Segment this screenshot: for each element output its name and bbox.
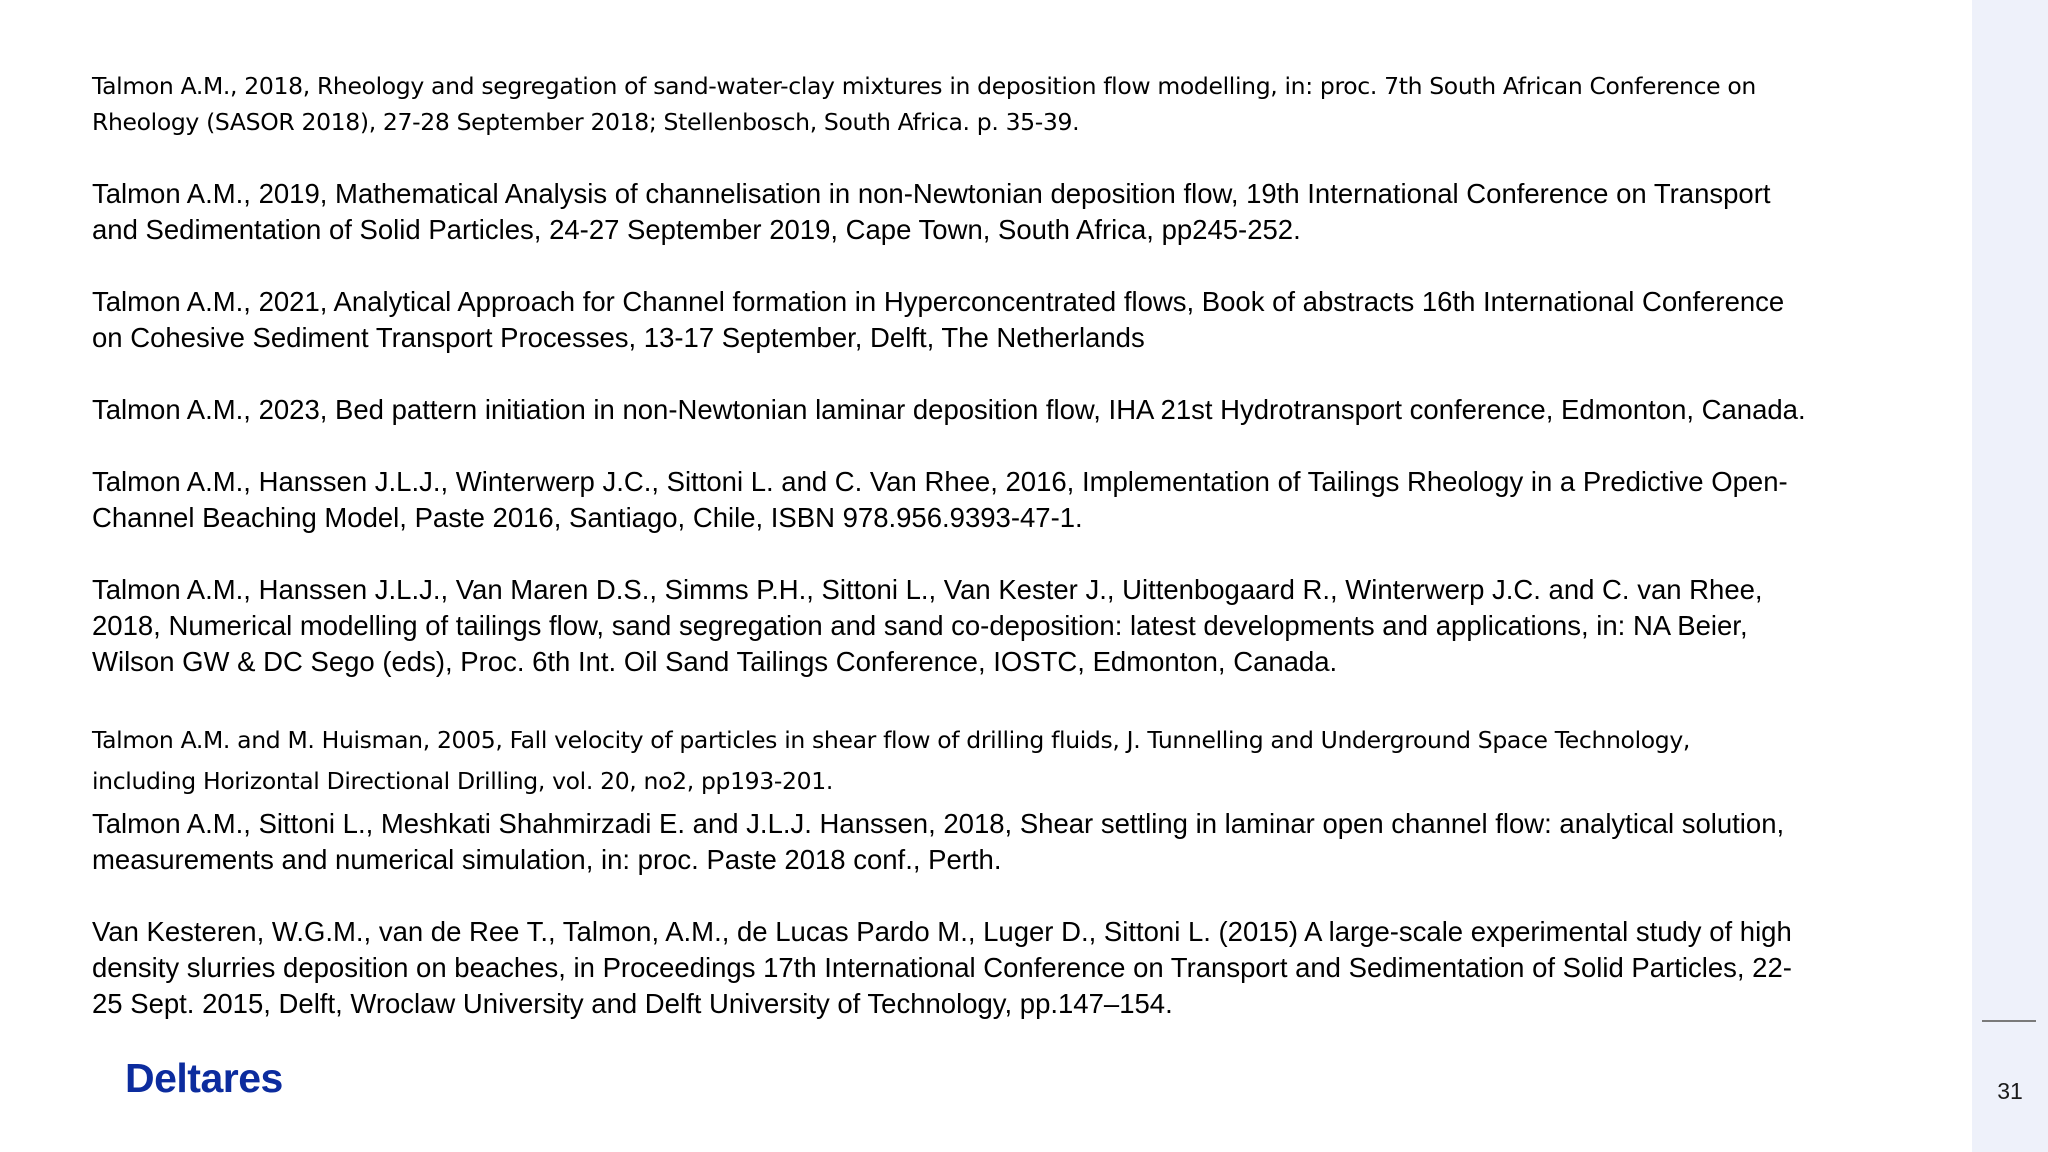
reference-line: on Cohesive Sediment Transport Processes, 13-17 September, Delft, The Netherlands [92,322,1145,353]
reference-line: including Horizontal Directional Drilling, vol. 20, no2, pp193-201. [92,767,833,795]
reference-item [92,914,1972,1022]
reference-line: Rheology (SASOR 2018), 27-28 September 2018; Stellenbosch, South Africa. p. 35-39. [92,108,1080,136]
reference-line: Talmon A.M., Sittoni L., Meshkati Shahmirzadi E. and J.L.J. Hanssen, 2018, Shear settling in laminar open channel flow: analytical solution, [92,808,1785,839]
reference-item [92,720,1972,802]
reference-list [92,68,1972,1022]
reference-line: Talmon A.M., 2018, Rheology and segregation of sand-water-clay mixtures in deposition flow modelling, in: proc. 7th South African Conference on [92,72,1756,100]
reference-item [92,68,1972,140]
reference-item [92,176,1972,248]
reference-line: Talmon A.M., Hanssen J.L.J., Winterwerp J.C., Sittoni L. and C. Van Rhee, 2016, Implementation of Tailings Rheology in a Predictive Open- [92,466,1788,497]
sidebar-divider [1982,1020,2036,1022]
right-sidebar-panel [1972,0,2048,1152]
reference-line: density slurries deposition on beaches, in Proceedings 17th International Conference on Transport and Sedimentation of Solid Particles, 22- [92,952,1792,983]
page-number: 31 [1997,1078,2023,1104]
reference-line: and Sedimentation of Solid Particles, 24-27 September 2019, Cape Town, South Africa, pp245-252. [92,214,1301,245]
reference-line: Talmon A.M., 2019, Mathematical Analysis of channelisation in non-Newtonian deposition flow, 19th International Conference on Transport [92,178,1771,209]
reference-item [92,572,1972,680]
reference-line: Talmon A.M., 2023, Bed pattern initiation in non-Newtonian laminar deposition flow, IHA 21st Hydrotransport conference, Edmonton, Canada. [92,394,1806,425]
reference-line: Talmon A.M., Hanssen J.L.J., Van Maren D.S., Simms P.H., Sittoni L., Van Kester J., Uittenbogaard R., Winterwerp J.C. and C. van Rhee, [92,574,1763,605]
reference-line: Talmon A.M., 2021, Analytical Approach for Channel formation in Hyperconcentrated flows, Book of abstracts 16th International Conference [92,286,1785,317]
deltares-logo: Deltares [125,1055,283,1101]
reference-line: measurements and numerical simulation, in: proc. Paste 2018 conf., Perth. [92,844,1002,875]
reference-item [92,284,1972,356]
reference-line: Channel Beaching Model, Paste 2016, Santiago, Chile, ISBN 978.956.9393-47-1. [92,502,1083,533]
reference-line: 2018, Numerical modelling of tailings flow, sand segregation and sand co-deposition: latest developments and applications, in: NA Beier, [92,610,1748,641]
reference-item [92,464,1972,536]
reference-line: Van Kesteren, W.G.M., van de Ree T., Talmon, A.M., de Lucas Pardo M., Luger D., Sittoni L. (2015) A large-scale experimental study of high [92,916,1792,947]
reference-line: Talmon A.M. and M. Huisman, 2005, Fall velocity of particles in shear flow of drilling fluids, J. Tunnelling and Underground Space Technology, [92,726,1691,754]
reference-item [92,392,1972,428]
reference-line: Wilson GW & DC Sego (eds), Proc. 6th Int. Oil Sand Tailings Conference, IOSTC, Edmonton, Canada. [92,646,1338,677]
reference-item [92,806,1972,878]
reference-line: 25 Sept. 2015, Delft, Wroclaw University and Delft University of Technology, pp.147–154. [92,988,1173,1019]
